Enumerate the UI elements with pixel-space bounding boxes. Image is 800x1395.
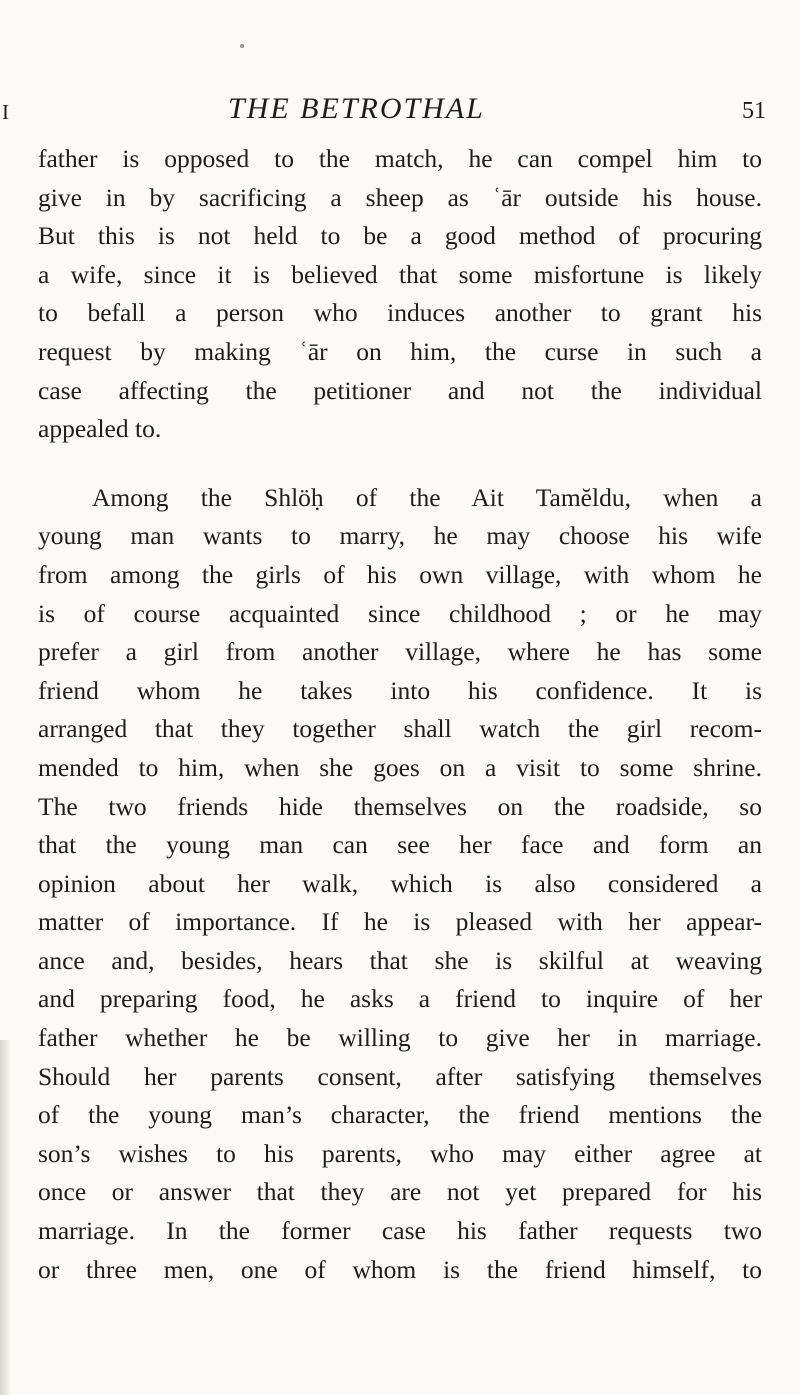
text-line: But this is not held to be a good method of procuring bbox=[38, 221, 762, 251]
page-edge-shadow bbox=[0, 1040, 12, 1395]
text-line: give in by sacrificing a sheep as ʿār outside his house. bbox=[38, 182, 762, 212]
text-line: son’s wishes to his parents, who may either agree at bbox=[38, 1138, 762, 1168]
text-line: young man wants to marry, he may choose his wife bbox=[38, 521, 762, 551]
text-line: or three men, one of whom is the friend himself, to bbox=[38, 1254, 762, 1284]
paragraph-2 bbox=[38, 479, 762, 1289]
text-line: arranged that they together shall watch the girl recom- bbox=[38, 714, 762, 744]
text-line: opinion about her walk, which is also considered a bbox=[38, 868, 762, 898]
text-line: father whether he be willing to give her in marriage. bbox=[38, 1023, 762, 1053]
paragraph-1 bbox=[38, 140, 762, 449]
running-header bbox=[0, 88, 800, 128]
text-line: that the young man can see her face and form an bbox=[38, 830, 762, 860]
paragraph-gap bbox=[38, 449, 762, 479]
text-line: to befall a person who induces another to grant his bbox=[38, 298, 762, 328]
text-line: from among the girls of his own village, with whom he bbox=[38, 559, 762, 589]
text-line: The two friends hide themselves on the roadside, so bbox=[38, 791, 762, 821]
page-number: 51 bbox=[742, 98, 766, 124]
text-line: request by making ʿār on him, the curse in such a bbox=[38, 336, 762, 366]
text-line: Should her parents consent, after satisfying themselves bbox=[38, 1061, 762, 1091]
text-line: Among the Shlöḥ of the Ait Tamĕldu, when a bbox=[92, 482, 762, 512]
text-line: prefer a girl from another village, where he has some bbox=[38, 637, 762, 667]
body-text bbox=[38, 140, 762, 1289]
chapter-number: I bbox=[2, 100, 10, 124]
text-line: ance and, besides, hears that she is skilful at weaving bbox=[38, 945, 762, 975]
text-line: matter of importance. If he is pleased with her appear- bbox=[38, 907, 762, 937]
text-line: once or answer that they are not yet prepared for his bbox=[38, 1177, 762, 1207]
ink-speck bbox=[240, 44, 244, 48]
text-line: friend whom he takes into his confidence. It is bbox=[38, 675, 762, 705]
running-title: THE BETROTHAL bbox=[228, 92, 485, 125]
text-line: appealed to. bbox=[38, 414, 162, 444]
text-line: mended to him, when she goes on a visit to some shrine. bbox=[38, 752, 762, 782]
text-line: and preparing food, he asks a friend to inquire of her bbox=[38, 984, 762, 1014]
text-line: is of course acquainted since childhood ; or he may bbox=[38, 598, 762, 628]
text-line: father is opposed to the match, he can compel him to bbox=[38, 144, 762, 173]
text-line: marriage. In the former case his father requests two bbox=[38, 1216, 762, 1246]
text-line: case affecting the petitioner and not the individual bbox=[38, 375, 762, 405]
text-line: a wife, since it is believed that some misfortune is likely bbox=[38, 259, 762, 289]
text-line: of the young man’s character, the friend mentions the bbox=[38, 1100, 762, 1130]
